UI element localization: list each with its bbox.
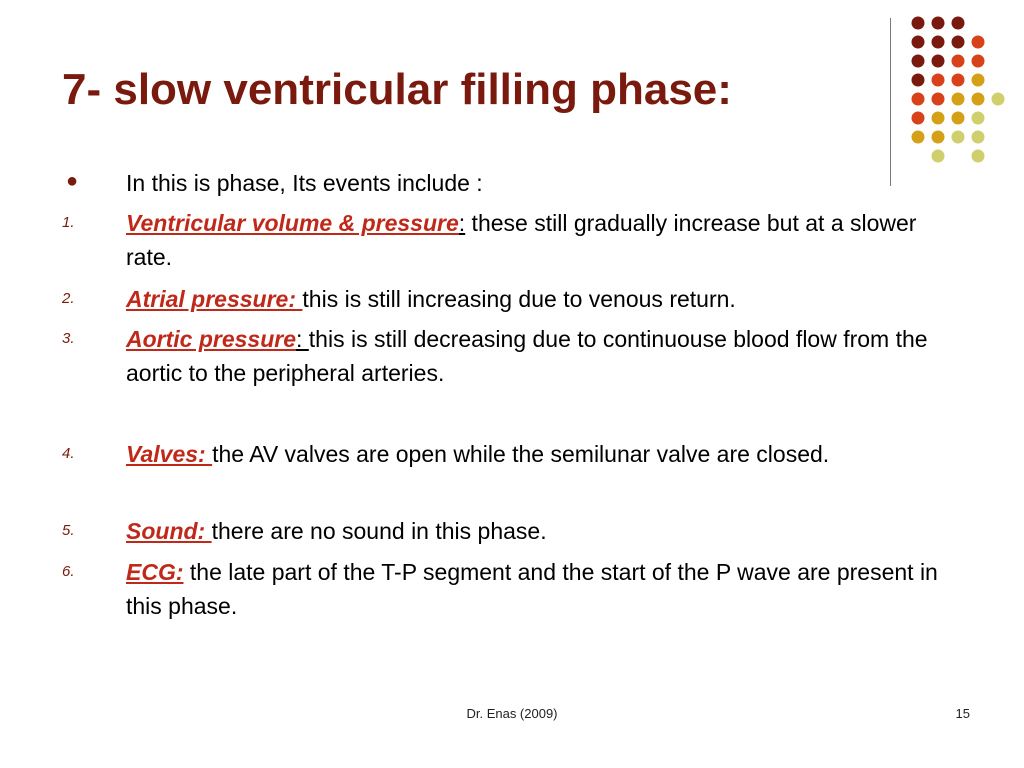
footer-author: Dr. Enas (2009) <box>466 706 558 721</box>
term-separator: : <box>458 210 466 236</box>
list-item-text <box>126 322 966 390</box>
term-separator: : <box>296 326 309 352</box>
term-sound: Sound: <box>126 518 212 544</box>
list-number: 2. <box>62 290 75 307</box>
page-number: 15 <box>955 706 970 721</box>
list-number: 6. <box>62 563 75 580</box>
item-description: there are no sound in this phase. <box>211 518 547 544</box>
item-description: these still gradually increase but at a slower rate. <box>126 210 917 270</box>
list-number: 5. <box>62 522 75 539</box>
term-ventricular-volume-pressure: Ventricular volume & pressure <box>126 210 459 236</box>
item-description: this is still increasing due to venous return. <box>302 286 736 312</box>
list-number: 3. <box>62 330 75 347</box>
bullet-marker: ● <box>66 170 79 192</box>
item-description: the AV valves are open while the semilunar valve are closed. <box>212 441 830 467</box>
list-number: 1. <box>62 214 75 231</box>
item-description: this is still decreasing due to continuouse blood flow from the aortic to the peripheral arteries. <box>126 326 928 386</box>
item-description: the late part of the T-P segment and the start of the P wave are present in this phase. <box>126 559 938 619</box>
list-item-text <box>126 437 966 471</box>
slide-title: 7- slow ventricular filling phase: <box>62 65 732 114</box>
list-item-text <box>126 514 966 548</box>
list-item-text <box>126 555 966 623</box>
list-item-text <box>126 282 966 316</box>
term-valves: Valves: <box>126 441 213 467</box>
list-item-text <box>126 206 966 274</box>
term-atrial-pressure: Atrial pressure: <box>126 286 303 312</box>
term-ecg: ECG: <box>126 559 184 585</box>
term-aortic-pressure: Aortic pressure <box>126 326 297 352</box>
list-number: 4. <box>62 445 75 462</box>
intro-text: In this is phase, Its events include : <box>126 170 483 196</box>
